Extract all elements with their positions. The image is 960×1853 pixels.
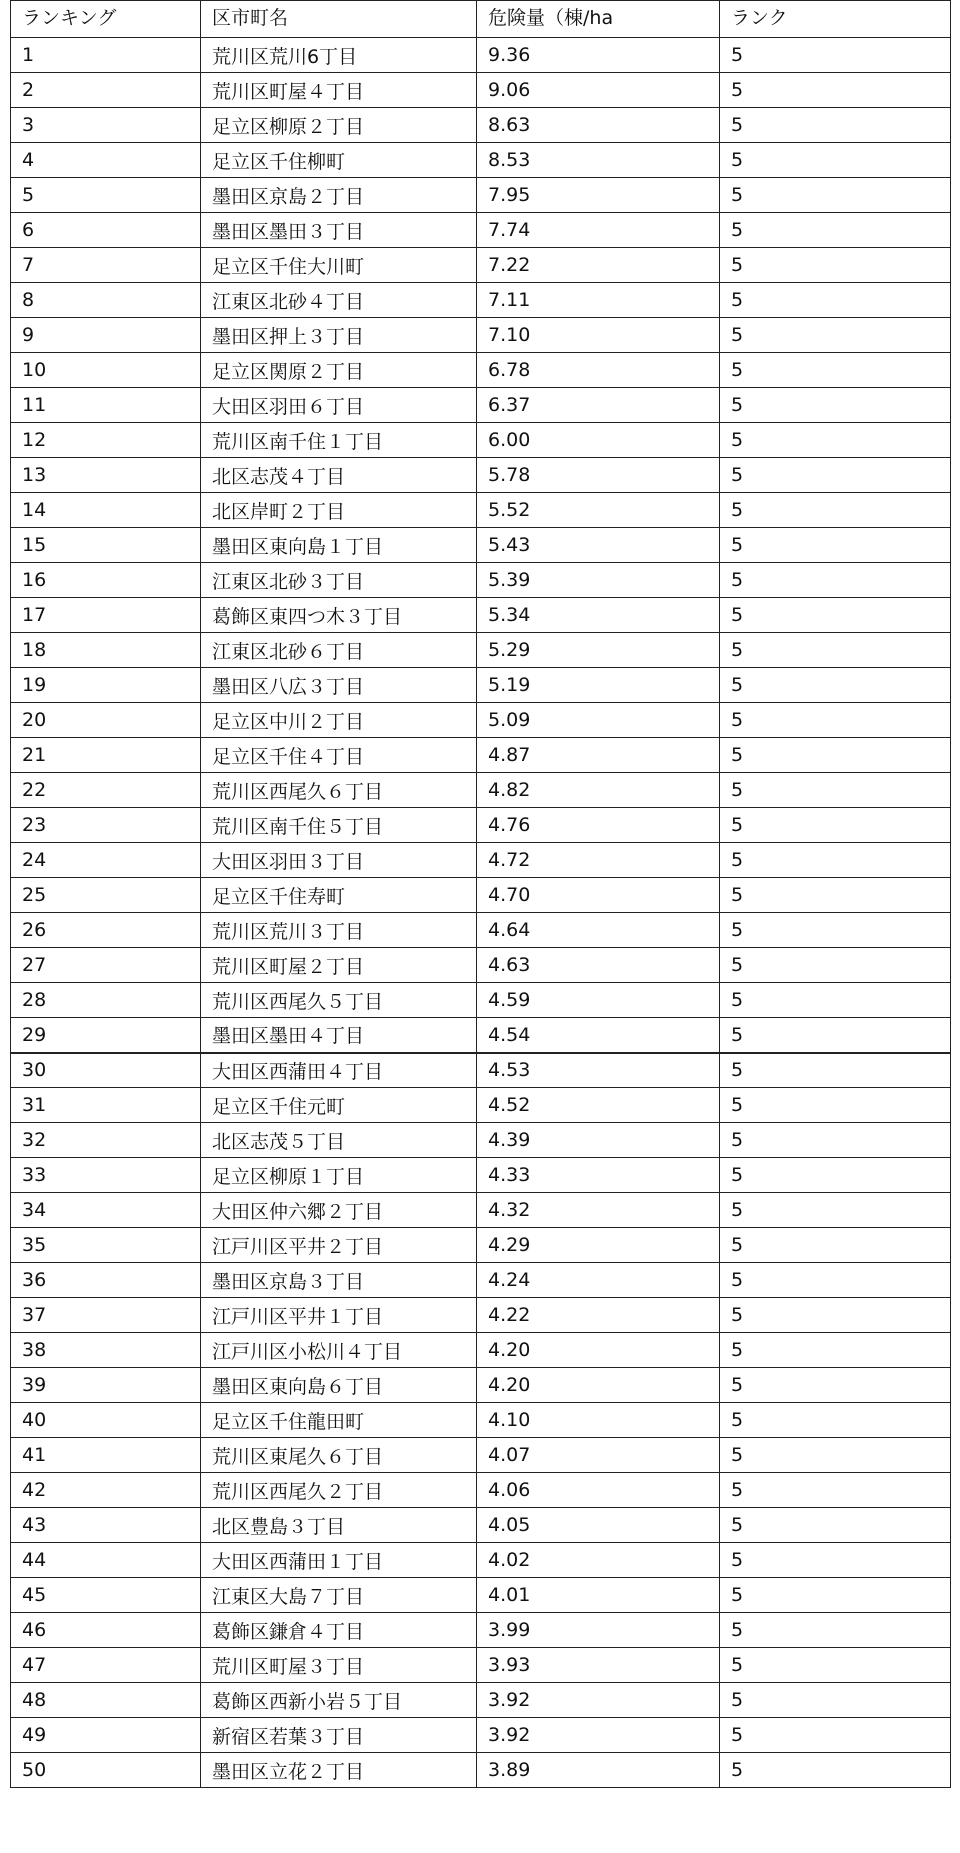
table-row: [11, 1263, 951, 1298]
cell-area-name: 墨田区墨田４丁目: [201, 1018, 477, 1053]
cell-risk-amount: 3.92: [477, 1683, 720, 1718]
cell-rank: 5: [720, 633, 951, 668]
cell-area-name: 墨田区押上３丁目: [201, 318, 477, 353]
table-row: [11, 423, 951, 458]
cell-risk-amount: 7.10: [477, 318, 720, 353]
cell-risk-amount: 5.78: [477, 458, 720, 493]
cell-risk-amount: 4.06: [477, 1473, 720, 1508]
header-rank: ランク: [720, 1, 951, 38]
cell-ranking: 40: [11, 1403, 201, 1438]
cell-ranking: 42: [11, 1473, 201, 1508]
cell-area-name: 荒川区荒川３丁目: [201, 913, 477, 948]
table-row: [11, 73, 951, 108]
cell-rank: 5: [720, 248, 951, 283]
table-row: [11, 248, 951, 283]
table-row: [11, 38, 951, 73]
cell-ranking: 31: [11, 1088, 201, 1123]
cell-area-name: 荒川区西尾久５丁目: [201, 983, 477, 1018]
cell-ranking: 46: [11, 1613, 201, 1648]
cell-ranking: 44: [11, 1543, 201, 1578]
table-row: [11, 1333, 951, 1368]
cell-risk-amount: 5.19: [477, 668, 720, 703]
cell-area-name: 足立区千住４丁目: [201, 738, 477, 773]
cell-ranking: 47: [11, 1648, 201, 1683]
table-row: [11, 808, 951, 843]
cell-ranking: 39: [11, 1368, 201, 1403]
cell-rank: 5: [720, 458, 951, 493]
cell-rank: 5: [720, 1053, 951, 1088]
cell-area-name: 大田区西蒲田１丁目: [201, 1543, 477, 1578]
cell-area-name: 江東区北砂３丁目: [201, 563, 477, 598]
table-row: [11, 1123, 951, 1158]
cell-ranking: 29: [11, 1018, 201, 1053]
cell-rank: 5: [720, 73, 951, 108]
table-row: [11, 1543, 951, 1578]
cell-area-name: 葛飾区東四つ木３丁目: [201, 598, 477, 633]
cell-area-name: 足立区中川２丁目: [201, 703, 477, 738]
table-row: [11, 1228, 951, 1263]
cell-area-name: 大田区羽田６丁目: [201, 388, 477, 423]
cell-rank: 5: [720, 353, 951, 388]
cell-risk-amount: 9.36: [477, 38, 720, 73]
cell-ranking: 21: [11, 738, 201, 773]
table-row: [11, 143, 951, 178]
table-row: [11, 598, 951, 633]
table-row: [11, 1053, 951, 1088]
table-row: [11, 983, 951, 1018]
cell-ranking: 45: [11, 1578, 201, 1613]
cell-rank: 5: [720, 1088, 951, 1123]
cell-area-name: 江東区北砂６丁目: [201, 633, 477, 668]
cell-risk-amount: 5.09: [477, 703, 720, 738]
cell-ranking: 32: [11, 1123, 201, 1158]
cell-ranking: 34: [11, 1193, 201, 1228]
cell-area-name: 江東区大島７丁目: [201, 1578, 477, 1613]
cell-risk-amount: 4.10: [477, 1403, 720, 1438]
table-row: [11, 1088, 951, 1123]
cell-ranking: 9: [11, 318, 201, 353]
cell-rank: 5: [720, 1333, 951, 1368]
cell-risk-amount: 4.39: [477, 1123, 720, 1158]
cell-rank: 5: [720, 1543, 951, 1578]
cell-area-name: 葛飾区西新小岩５丁目: [201, 1683, 477, 1718]
cell-area-name: 荒川区町屋３丁目: [201, 1648, 477, 1683]
cell-area-name: 大田区羽田３丁目: [201, 843, 477, 878]
cell-risk-amount: 8.63: [477, 108, 720, 143]
cell-area-name: 足立区千住柳町: [201, 143, 477, 178]
cell-ranking: 13: [11, 458, 201, 493]
cell-area-name: 墨田区京島３丁目: [201, 1263, 477, 1298]
table-row: [11, 178, 951, 213]
cell-rank: 5: [720, 1158, 951, 1193]
cell-area-name: 墨田区八広３丁目: [201, 668, 477, 703]
cell-risk-amount: 9.06: [477, 73, 720, 108]
cell-rank: 5: [720, 1123, 951, 1158]
cell-rank: 5: [720, 1438, 951, 1473]
cell-area-name: 江戸川区小松川４丁目: [201, 1333, 477, 1368]
table-row: [11, 773, 951, 808]
cell-risk-amount: 4.20: [477, 1368, 720, 1403]
cell-risk-amount: 4.76: [477, 808, 720, 843]
table-row: [11, 703, 951, 738]
cell-area-name: 大田区西蒲田４丁目: [201, 1053, 477, 1088]
cell-ranking: 26: [11, 913, 201, 948]
cell-rank: 5: [720, 843, 951, 878]
cell-rank: 5: [720, 1298, 951, 1333]
cell-ranking: 24: [11, 843, 201, 878]
cell-ranking: 11: [11, 388, 201, 423]
cell-risk-amount: 6.00: [477, 423, 720, 458]
table-row: [11, 1403, 951, 1438]
table-row: [11, 1473, 951, 1508]
cell-area-name: 荒川区南千住５丁目: [201, 808, 477, 843]
cell-risk-amount: 3.89: [477, 1753, 720, 1788]
cell-area-name: 足立区千住寿町: [201, 878, 477, 913]
cell-rank: 5: [720, 213, 951, 248]
cell-rank: 5: [720, 1368, 951, 1403]
cell-rank: 5: [720, 1018, 951, 1053]
cell-ranking: 7: [11, 248, 201, 283]
cell-ranking: 30: [11, 1053, 201, 1088]
cell-area-name: 墨田区京島２丁目: [201, 178, 477, 213]
cell-risk-amount: 3.92: [477, 1718, 720, 1753]
cell-rank: 5: [720, 1613, 951, 1648]
table-row: [11, 388, 951, 423]
cell-risk-amount: 7.11: [477, 283, 720, 318]
cell-rank: 5: [720, 983, 951, 1018]
cell-risk-amount: 4.32: [477, 1193, 720, 1228]
cell-ranking: 49: [11, 1718, 201, 1753]
cell-ranking: 50: [11, 1753, 201, 1788]
cell-risk-amount: 4.52: [477, 1088, 720, 1123]
cell-area-name: 荒川区荒川6丁目: [201, 38, 477, 73]
cell-area-name: 北区志茂４丁目: [201, 458, 477, 493]
cell-risk-amount: 4.24: [477, 1263, 720, 1298]
cell-area-name: 荒川区町屋４丁目: [201, 73, 477, 108]
cell-risk-amount: 4.87: [477, 738, 720, 773]
cell-risk-amount: 5.34: [477, 598, 720, 633]
cell-rank: 5: [720, 318, 951, 353]
cell-risk-amount: 4.22: [477, 1298, 720, 1333]
cell-rank: 5: [720, 493, 951, 528]
cell-ranking: 43: [11, 1508, 201, 1543]
table-row: [11, 668, 951, 703]
cell-ranking: 22: [11, 773, 201, 808]
table-row: [11, 878, 951, 913]
table-row: [11, 1648, 951, 1683]
cell-ranking: 38: [11, 1333, 201, 1368]
table-row: [11, 283, 951, 318]
cell-risk-amount: 5.52: [477, 493, 720, 528]
cell-rank: 5: [720, 143, 951, 178]
cell-ranking: 2: [11, 73, 201, 108]
table-row: [11, 458, 951, 493]
cell-rank: 5: [720, 773, 951, 808]
cell-rank: 5: [720, 1718, 951, 1753]
cell-risk-amount: 4.72: [477, 843, 720, 878]
table-row: [11, 1158, 951, 1193]
cell-ranking: 36: [11, 1263, 201, 1298]
cell-ranking: 27: [11, 948, 201, 983]
cell-risk-amount: 8.53: [477, 143, 720, 178]
cell-risk-amount: 7.95: [477, 178, 720, 213]
table-row: [11, 493, 951, 528]
table-row: [11, 843, 951, 878]
cell-area-name: 足立区千住龍田町: [201, 1403, 477, 1438]
table-row: [11, 1508, 951, 1543]
cell-area-name: 江戸川区平井１丁目: [201, 1298, 477, 1333]
cell-rank: 5: [720, 1508, 951, 1543]
table-row: [11, 1578, 951, 1613]
table-row: [11, 353, 951, 388]
cell-risk-amount: 4.63: [477, 948, 720, 983]
cell-ranking: 41: [11, 1438, 201, 1473]
cell-risk-amount: 4.05: [477, 1508, 720, 1543]
table-row: [11, 1718, 951, 1753]
table-row: [11, 1683, 951, 1718]
table-row: [11, 633, 951, 668]
cell-ranking: 14: [11, 493, 201, 528]
table-row: [11, 913, 951, 948]
table-row: [11, 1193, 951, 1228]
cell-area-name: 荒川区町屋２丁目: [201, 948, 477, 983]
cell-area-name: 江東区北砂４丁目: [201, 283, 477, 318]
cell-ranking: 10: [11, 353, 201, 388]
cell-area-name: 北区志茂５丁目: [201, 1123, 477, 1158]
cell-rank: 5: [720, 108, 951, 143]
cell-risk-amount: 4.01: [477, 1578, 720, 1613]
cell-risk-amount: 5.39: [477, 563, 720, 598]
cell-rank: 5: [720, 1473, 951, 1508]
cell-ranking: 1: [11, 38, 201, 73]
cell-ranking: 33: [11, 1158, 201, 1193]
header-ranking: ランキング: [11, 1, 201, 38]
cell-area-name: 荒川区南千住１丁目: [201, 423, 477, 458]
cell-rank: 5: [720, 738, 951, 773]
cell-ranking: 17: [11, 598, 201, 633]
cell-rank: 5: [720, 808, 951, 843]
cell-ranking: 37: [11, 1298, 201, 1333]
cell-risk-amount: 5.29: [477, 633, 720, 668]
cell-rank: 5: [720, 1648, 951, 1683]
cell-risk-amount: 4.33: [477, 1158, 720, 1193]
table-header: [11, 1, 951, 38]
table-row: [11, 948, 951, 983]
table-row: [11, 1438, 951, 1473]
table-row: [11, 213, 951, 248]
cell-rank: 5: [720, 1228, 951, 1263]
cell-area-name: 墨田区墨田３丁目: [201, 213, 477, 248]
header-risk-amount: 危険量（棟/ha: [477, 1, 720, 38]
ranking-table: [10, 0, 951, 1788]
cell-risk-amount: 5.43: [477, 528, 720, 563]
cell-area-name: 北区岸町２丁目: [201, 493, 477, 528]
cell-risk-amount: 3.99: [477, 1613, 720, 1648]
table-row: [11, 1368, 951, 1403]
cell-area-name: 墨田区立花２丁目: [201, 1753, 477, 1788]
cell-ranking: 6: [11, 213, 201, 248]
cell-risk-amount: 4.54: [477, 1018, 720, 1053]
cell-ranking: 48: [11, 1683, 201, 1718]
table-body: [11, 38, 951, 1788]
cell-rank: 5: [720, 948, 951, 983]
cell-rank: 5: [720, 703, 951, 738]
cell-risk-amount: 7.74: [477, 213, 720, 248]
cell-ranking: 35: [11, 1228, 201, 1263]
cell-risk-amount: 7.22: [477, 248, 720, 283]
cell-ranking: 16: [11, 563, 201, 598]
cell-risk-amount: 4.59: [477, 983, 720, 1018]
cell-rank: 5: [720, 598, 951, 633]
cell-ranking: 25: [11, 878, 201, 913]
cell-risk-amount: 4.53: [477, 1053, 720, 1088]
cell-area-name: 足立区柳原２丁目: [201, 108, 477, 143]
cell-area-name: 新宿区若葉３丁目: [201, 1718, 477, 1753]
cell-risk-amount: 4.02: [477, 1543, 720, 1578]
cell-rank: 5: [720, 1683, 951, 1718]
cell-risk-amount: 4.64: [477, 913, 720, 948]
cell-ranking: 18: [11, 633, 201, 668]
cell-area-name: 足立区関原２丁目: [201, 353, 477, 388]
cell-risk-amount: 4.29: [477, 1228, 720, 1263]
cell-rank: 5: [720, 388, 951, 423]
cell-ranking: 5: [11, 178, 201, 213]
cell-risk-amount: 6.37: [477, 388, 720, 423]
header-row: [11, 1, 951, 38]
cell-risk-amount: 4.82: [477, 773, 720, 808]
cell-area-name: 荒川区西尾久６丁目: [201, 773, 477, 808]
cell-rank: 5: [720, 283, 951, 318]
table-row: [11, 528, 951, 563]
cell-rank: 5: [720, 423, 951, 458]
cell-area-name: 江戸川区平井２丁目: [201, 1228, 477, 1263]
cell-ranking: 20: [11, 703, 201, 738]
cell-risk-amount: 4.70: [477, 878, 720, 913]
table-row: [11, 1753, 951, 1788]
table-row: [11, 1018, 951, 1053]
cell-risk-amount: 4.07: [477, 1438, 720, 1473]
cell-area-name: 葛飾区鎌倉４丁目: [201, 1613, 477, 1648]
cell-rank: 5: [720, 38, 951, 73]
cell-rank: 5: [720, 668, 951, 703]
cell-rank: 5: [720, 528, 951, 563]
cell-rank: 5: [720, 913, 951, 948]
cell-rank: 5: [720, 1263, 951, 1298]
cell-rank: 5: [720, 1578, 951, 1613]
cell-area-name: 大田区仲六郷２丁目: [201, 1193, 477, 1228]
cell-rank: 5: [720, 878, 951, 913]
table-row: [11, 108, 951, 143]
table-row: [11, 738, 951, 773]
cell-area-name: 墨田区東向島６丁目: [201, 1368, 477, 1403]
cell-rank: 5: [720, 1753, 951, 1788]
cell-rank: 5: [720, 178, 951, 213]
table-row: [11, 1298, 951, 1333]
table-row: [11, 1613, 951, 1648]
cell-ranking: 3: [11, 108, 201, 143]
table-row: [11, 318, 951, 353]
cell-ranking: 8: [11, 283, 201, 318]
cell-rank: 5: [720, 1193, 951, 1228]
cell-risk-amount: 3.93: [477, 1648, 720, 1683]
cell-ranking: 23: [11, 808, 201, 843]
cell-area-name: 足立区柳原１丁目: [201, 1158, 477, 1193]
cell-ranking: 15: [11, 528, 201, 563]
cell-ranking: 28: [11, 983, 201, 1018]
cell-rank: 5: [720, 1403, 951, 1438]
cell-ranking: 4: [11, 143, 201, 178]
cell-area-name: 北区豊島３丁目: [201, 1508, 477, 1543]
table-row: [11, 563, 951, 598]
header-area-name: 区市町名: [201, 1, 477, 38]
cell-ranking: 12: [11, 423, 201, 458]
cell-area-name: 荒川区西尾久２丁目: [201, 1473, 477, 1508]
cell-ranking: 19: [11, 668, 201, 703]
cell-area-name: 荒川区東尾久６丁目: [201, 1438, 477, 1473]
cell-area-name: 足立区千住大川町: [201, 248, 477, 283]
cell-rank: 5: [720, 563, 951, 598]
cell-risk-amount: 4.20: [477, 1333, 720, 1368]
cell-area-name: 墨田区東向島１丁目: [201, 528, 477, 563]
cell-risk-amount: 6.78: [477, 353, 720, 388]
cell-area-name: 足立区千住元町: [201, 1088, 477, 1123]
